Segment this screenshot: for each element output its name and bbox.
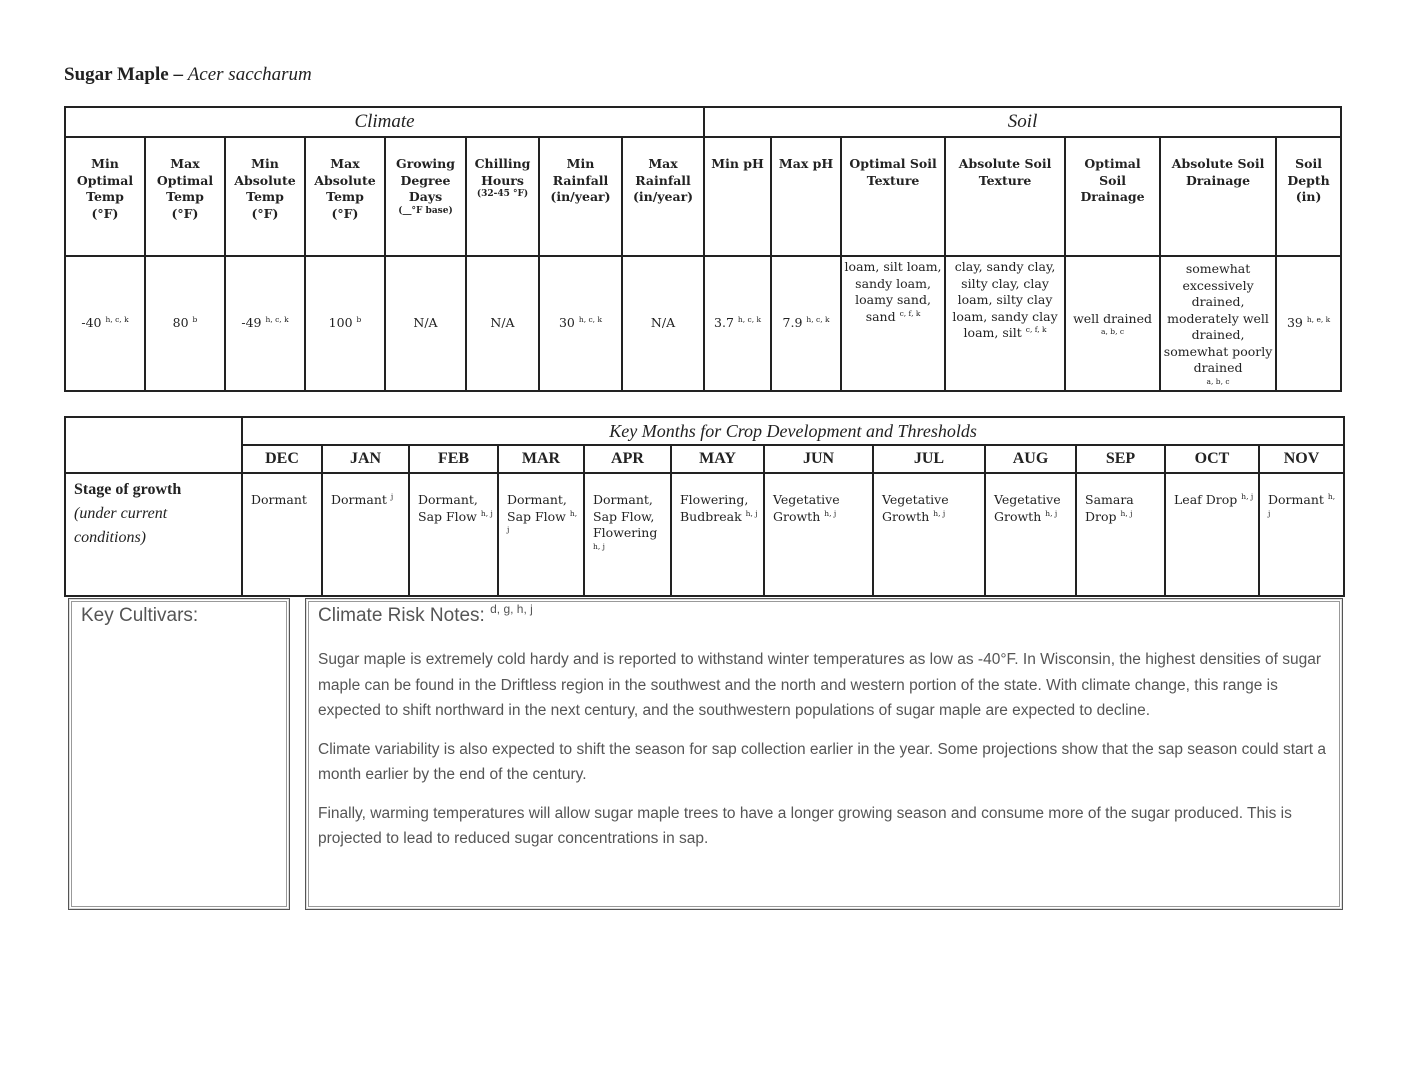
key-cultivars-box [68, 598, 290, 910]
column-header-text: Soil [1099, 172, 1126, 188]
month-header: DEC [242, 445, 322, 473]
climate-risk-body [318, 647, 1332, 865]
column-header-text: Optimal [1084, 156, 1141, 171]
month-header: JAN [322, 445, 409, 473]
value-text: clay, sandy clay, silty clay, clay loam, silty clay loam, sandy clay loam, silt [952, 259, 1058, 340]
column-header-text: (°F) [91, 205, 119, 221]
reference-superscript: h, c, k [265, 315, 289, 325]
column-header-text: Chilling [474, 156, 531, 171]
column-header-text: Absolute Soil [958, 156, 1052, 171]
stage-note: (under current conditions) [74, 505, 168, 546]
reference-superscript: h, j [1045, 508, 1058, 518]
stage-text: Dormant [1268, 492, 1324, 507]
value-text: well drained [1073, 310, 1153, 326]
stage-label: Stage of growth [74, 481, 182, 498]
column-header-text: (°F) [331, 205, 359, 221]
column-header-text: Optimal [76, 172, 134, 188]
column-header-text: Days [408, 189, 443, 204]
stage-cell [985, 473, 1076, 596]
climate-soil-table [64, 106, 1342, 392]
column-header [539, 137, 622, 256]
stage-cell [1076, 473, 1165, 596]
page-title [64, 64, 312, 86]
value-cell [622, 256, 704, 391]
month-header: SEP [1076, 445, 1165, 473]
value-cell [841, 256, 945, 391]
column-header [225, 137, 305, 256]
value-text: 30 [558, 315, 575, 331]
value-text: 100 [328, 315, 353, 331]
reference-superscript: h, j [593, 541, 605, 551]
reference-superscript: h, c, k [806, 315, 830, 325]
column-header [1160, 137, 1276, 256]
stage-text: Vegetative Growth [994, 492, 1061, 524]
value-text: 3.7 [714, 315, 734, 331]
key-months-header: Key Months for Crop Development and Thresholds [242, 417, 1344, 445]
reference-superscript: h, j [1241, 492, 1254, 501]
column-header-text: (°F) [171, 205, 199, 221]
stage-cell [498, 473, 584, 596]
column-header-text: Optimal [156, 172, 214, 188]
reference-superscript: b [356, 315, 362, 325]
value-cell [1276, 256, 1341, 391]
risk-paragraph: Sugar maple is extremely cold hardy and is reported to withstand winter temperatures as low as -40°F. In Wisconsin, the highest densities of sugar maple can be found in the Driftless region in the southwest and the north and western portion of the state. With climate change, this range is expected to shift northward in the next century, and the southwestern populations of sugar maple are expected to decline. [318, 651, 1321, 719]
column-header [945, 137, 1065, 256]
stage-cell [584, 473, 671, 596]
column-header [771, 137, 841, 256]
column-header-text: Min [566, 156, 595, 171]
column-header [305, 137, 385, 256]
month-header: JUL [873, 445, 985, 473]
reference-superscript: h, j [507, 508, 578, 534]
stage-cell [322, 473, 409, 596]
column-header-text: (°F) [251, 205, 279, 221]
reference-subscript: a, b, c [1101, 327, 1125, 337]
column-header [466, 137, 539, 256]
month-header: OCT [1165, 445, 1259, 473]
column-header-text: Min pH [711, 156, 764, 171]
key-months-table [64, 416, 1345, 597]
climate-risk-title-text: Climate Risk Notes: [318, 605, 485, 626]
reference-superscript: h, j [824, 508, 837, 518]
climate-risk-title [318, 602, 533, 627]
risk-paragraph: Finally, warming temperatures will allow sugar maple trees to have a longer growing season and consume more of the sugar produced. This is projected to lead to reduced sugar concentrations in sap. [318, 804, 1292, 847]
column-header-text: Rainfall [635, 172, 691, 188]
column-header-text: Soil [1295, 156, 1323, 171]
column-header-text: Degree [400, 172, 451, 188]
value-cell [704, 256, 771, 391]
stage-text: Vegetative Growth [882, 492, 949, 524]
reference-superscript: j [390, 492, 394, 501]
column-header [704, 137, 771, 256]
column-header [622, 137, 704, 256]
column-header-text: Texture [866, 172, 920, 188]
stage-row [65, 473, 1344, 596]
column-header-text: Min [251, 156, 279, 171]
reference-superscript: h, e, k [1306, 315, 1331, 325]
reference-superscript: b [192, 315, 198, 325]
month-header: MAY [671, 445, 764, 473]
climate-group-header: Climate [65, 107, 704, 137]
month-header-row [65, 445, 1344, 473]
stage-text: Dormant [331, 492, 387, 507]
month-header: MAR [498, 445, 584, 473]
reference-superscript: h, j [1120, 508, 1133, 518]
column-header-text: Max [170, 156, 200, 171]
reference-superscript: h, j [933, 508, 946, 518]
column-header [145, 137, 225, 256]
title-dash: – [168, 64, 188, 85]
corner-cell [65, 417, 242, 473]
stage-cell [409, 473, 498, 596]
column-header-text: Drainage [1185, 172, 1251, 188]
reference-superscript: h, c, k [105, 315, 129, 325]
stage-text: Flowering, Budbreak [680, 492, 749, 524]
column-header [1065, 137, 1160, 256]
column-header-text: Absolute [314, 172, 376, 188]
value-cell [385, 256, 466, 391]
column-header [1276, 137, 1341, 256]
value-text: loam, silt loam, sandy loam, loamy sand, sand [844, 259, 942, 324]
column-header-text: (in/year) [550, 189, 611, 204]
column-header-text: Temp [86, 189, 124, 204]
value-row [65, 256, 1341, 391]
value-text: 39 [1286, 315, 1303, 331]
soil-group-header: Soil [704, 107, 1341, 137]
column-header-text: Absolute Soil [1171, 156, 1265, 171]
stage-text: Dormant [251, 492, 307, 507]
reference-superscript: h, c, k [737, 315, 762, 325]
value-text: N/A [413, 315, 438, 331]
column-header-text: Texture [978, 172, 1032, 188]
value-cell [771, 256, 841, 391]
column-header-text: Absolute [234, 172, 296, 188]
value-cell [539, 256, 622, 391]
column-header-text: Optimal Soil [849, 156, 937, 171]
value-cell [145, 256, 225, 391]
climate-risk-title-refs: d, g, h, j [490, 602, 533, 616]
column-header-text: Drainage [1080, 189, 1145, 204]
stage-text: Samara Drop [1085, 492, 1134, 524]
common-name: Sugar Maple [64, 64, 169, 85]
value-text: N/A [650, 315, 676, 331]
stage-cell [764, 473, 873, 596]
column-header-text: (in/year) [632, 189, 694, 204]
reference-superscript: h, j [1268, 492, 1336, 518]
value-cell [225, 256, 305, 391]
month-header: FEB [409, 445, 498, 473]
scientific-name: Acer saccharum [187, 64, 312, 85]
value-cell [1065, 256, 1160, 391]
column-header-text: Rainfall [552, 172, 609, 188]
stage-text: Dormant, Sap Flow [507, 492, 567, 524]
column-header-text: Min [91, 156, 119, 171]
month-header: APR [584, 445, 671, 473]
reference-superscript: h, j [480, 508, 493, 518]
key-cultivars-title: Key Cultivars: [81, 605, 199, 626]
stage-text: Dormant, Sap Flow, Flowering [593, 492, 658, 540]
column-header-text: Hours [481, 172, 524, 188]
value-text: -40 [81, 315, 102, 331]
reference-subscript: a, b, c [1206, 376, 1230, 386]
column-header-text: Max [648, 156, 678, 171]
month-header: NOV [1259, 445, 1344, 473]
stage-cell [873, 473, 985, 596]
stage-cell [1165, 473, 1259, 596]
column-header-text: Temp [326, 189, 364, 204]
stage-text: Dormant, Sap Flow [418, 492, 478, 524]
value-cell [1160, 256, 1276, 391]
column-header-text: Max [330, 156, 360, 171]
column-header-text: Depth [1287, 172, 1330, 188]
reference-superscript: c, f, k [899, 308, 921, 318]
value-cell [305, 256, 385, 391]
value-cell [945, 256, 1065, 391]
reference-superscript: c, f, k [1025, 325, 1047, 334]
column-header-text: Max pH [778, 156, 834, 171]
column-header-note: (__°F base) [398, 205, 453, 216]
column-header [65, 137, 145, 256]
column-header-note: (32-45 °F) [476, 189, 529, 199]
risk-paragraph: Climate variability is also expected to shift the season for sap collection earlier in the year. Some projections show that the sap season could start a month earlier by the end of the century. [318, 740, 1327, 783]
stage-text: Leaf Drop [1174, 492, 1238, 507]
value-text: -49 [241, 315, 262, 331]
value-text: 80 [172, 315, 189, 331]
column-header-text: Growing [396, 156, 455, 171]
value-text: 7.9 [782, 315, 803, 331]
value-text: somewhat excessively drained, moderately well drained, somewhat poorly drained [1163, 261, 1273, 376]
stage-cell [1259, 473, 1344, 596]
stage-label-cell [65, 473, 242, 596]
reference-superscript: h, c, k [578, 315, 602, 325]
column-header-row [65, 137, 1341, 256]
stage-cell [671, 473, 764, 596]
column-header-text: Temp [166, 189, 204, 204]
month-header: AUG [985, 445, 1076, 473]
value-cell [65, 256, 145, 391]
month-header: JUN [764, 445, 873, 473]
column-header [841, 137, 945, 256]
stage-cell [242, 473, 322, 596]
value-cell [466, 256, 539, 391]
stage-text: Vegetative Growth [773, 492, 840, 524]
column-header-text: Temp [246, 189, 284, 204]
value-text: N/A [490, 315, 515, 331]
reference-superscript: h, j [745, 508, 758, 518]
column-header-text: (in) [1295, 189, 1322, 204]
column-header [385, 137, 466, 256]
climate-risk-notes-box [305, 598, 1343, 910]
